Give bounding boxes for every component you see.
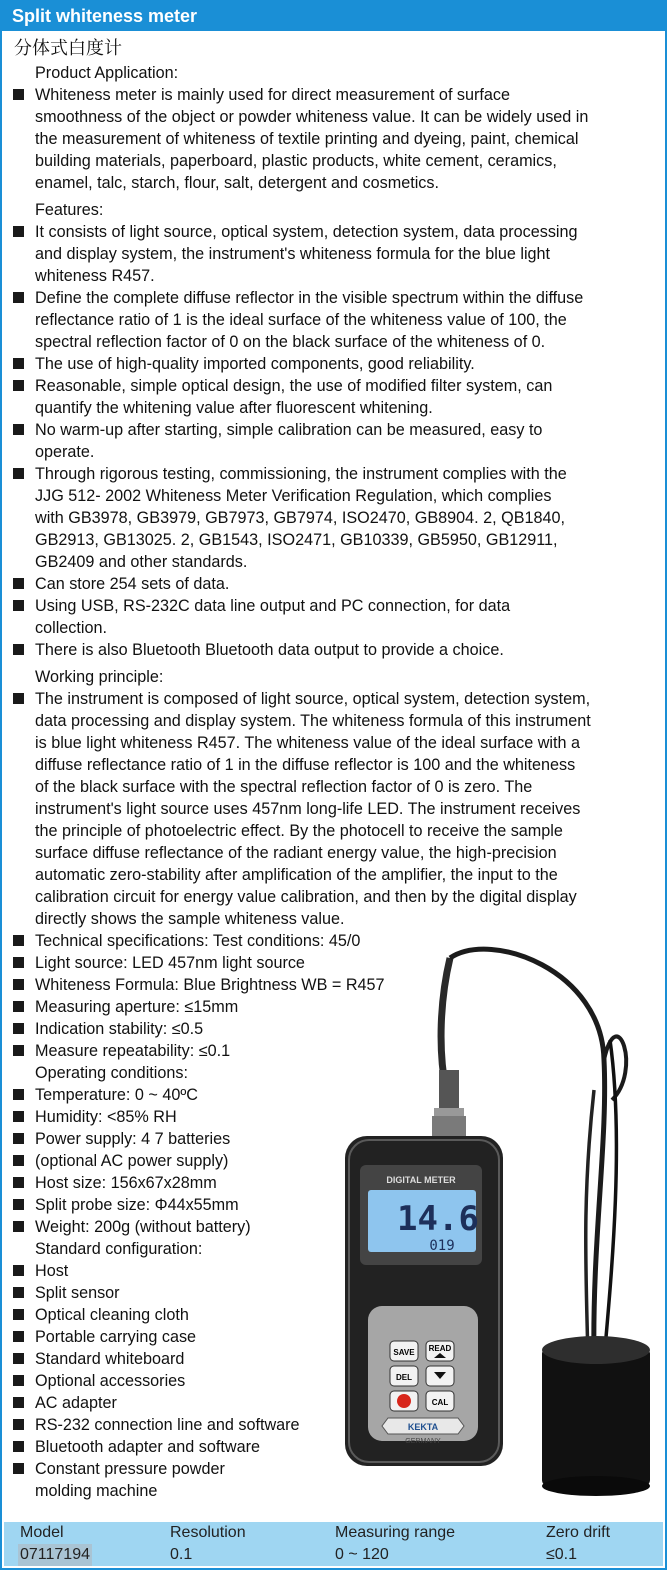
list-item-text: Optical cleaning cloth (35, 1306, 189, 1324)
device-sub-reading: 019 (429, 1238, 455, 1254)
bullet-square-icon (13, 1463, 24, 1474)
bullet-square-icon (13, 1023, 24, 1034)
list-item (12, 353, 660, 375)
bullet-square-icon (13, 1441, 24, 1452)
list-item-text: Constant pressure powder (35, 1460, 225, 1478)
list-item-text: Power supply: 4 7 batteries (35, 1130, 231, 1148)
table-header-model: Model (20, 1524, 64, 1541)
bullet-square-icon (13, 424, 24, 435)
list-item (12, 84, 660, 194)
list-item-text: data processing and display system. The whiteness formula of this instrument (35, 712, 591, 730)
device-button-read: READ (428, 1344, 452, 1353)
list-item-text: directly shows the sample whiteness value. (35, 910, 345, 928)
bullet-square-icon (13, 979, 24, 990)
list-item-text: Temperature: 0 ~ 40ºC (35, 1086, 198, 1104)
list-item-text: The instrument is composed of light source, optical system, detection system, (35, 690, 591, 708)
application-section (12, 62, 660, 194)
section-heading: Features: (35, 201, 104, 219)
list-item-text: No warm-up after starting, simple calibration can be measured, easy to (35, 421, 543, 439)
list-item-text: Indication stability: ≤0.5 (35, 1020, 204, 1038)
list-item-text: of the black surface with the spectral reflection factor of 0 is zero. The (35, 778, 533, 796)
device-button-del: DEL (396, 1373, 412, 1382)
bullet-square-icon (13, 468, 24, 479)
list-item-text: the measurement of whiteness of textile printing and dyeing, paint, chemical (35, 130, 579, 148)
spec-table (4, 1522, 663, 1566)
list-item-text: AC adapter (35, 1394, 117, 1412)
list-item-text: with GB3978, GB3979, GB7973, GB7974, ISO2470, GB8904. 2, QB1840, (35, 509, 566, 527)
section-heading: Standard configuration: (35, 1240, 203, 1258)
list-item-text: Weight: 200g (without battery) (35, 1218, 251, 1236)
device-button-save: SAVE (393, 1348, 415, 1357)
section-heading: Operating conditions: (35, 1064, 188, 1082)
bullet-square-icon (13, 600, 24, 611)
list-item-text: Technical specifications: Test conditions: 45/0 (35, 932, 361, 950)
list-item-text: Define the complete diffuse reflector in the visible spectrum within the diffuse (35, 289, 584, 307)
list-item-text: There is also Bluetooth Bluetooth data output to provide a choice. (35, 641, 504, 659)
bullet-square-icon (13, 1331, 24, 1342)
bullet-square-icon (13, 957, 24, 968)
chinese-title: 分体式白度计 (14, 38, 122, 59)
list-item-text: (optional AC power supply) (35, 1152, 229, 1170)
list-item (12, 419, 660, 463)
list-item-text: is blue light whiteness R457. The whiteness value of the ideal surface with a (35, 734, 580, 752)
bullet-square-icon (13, 644, 24, 655)
bullet-square-icon (13, 358, 24, 369)
list-item-text: quantify the whitening value after fluorescent whitening. (35, 399, 433, 417)
list-item-text: the principle of photoelectric effect. By the photocell to receive the sample (35, 822, 563, 840)
list-item-text: enamel, talc, starch, flour, salt, detergent and cosmetics. (35, 174, 439, 192)
list-item-text: Standard whiteboard (35, 1350, 185, 1368)
table-cell-range: 0 ~ 120 (335, 1546, 389, 1563)
list-item (12, 287, 660, 353)
table-cell-zero-drift: ≤0.1 (546, 1546, 578, 1563)
list-item-text: surface diffuse reflectance of the radiant energy value, the high-precision (35, 844, 557, 862)
list-item-text: RS-232 connection line and software (35, 1416, 300, 1434)
bullet-square-icon (13, 1089, 24, 1100)
bullet-square-icon (13, 1177, 24, 1188)
list-item-text: reflectance ratio of 1 is the ideal surface of the whiteness value of 100, the (35, 311, 567, 329)
section-heading: Working principle: (35, 668, 164, 686)
list-item (12, 221, 660, 287)
list-item-text: smoothness of the object or powder whiteness value. It can be widely used in (35, 108, 589, 126)
list-item-text: automatic zero-stability after amplification of the amplifier, the input to the (35, 866, 558, 884)
table-header-resolution: Resolution (170, 1524, 246, 1541)
bullet-square-icon (13, 1287, 24, 1298)
list-item (12, 375, 660, 419)
list-item-text: spectral reflection factor of 0 on the black surface of the whiteness of 0. (35, 333, 546, 351)
bullet-square-icon (13, 1001, 24, 1012)
bullet-square-icon (13, 1309, 24, 1320)
bullet-square-icon (13, 1375, 24, 1386)
list-item-text: Host size: 156x67x28mm (35, 1174, 217, 1192)
list-item-text: and display system, the instrument's whiteness formula for the blue light (35, 245, 551, 263)
list-item-text: It consists of light source, optical system, detection system, data processing (35, 223, 578, 241)
bullet-square-icon (13, 1133, 24, 1144)
table-cell-model: 07117194 (18, 1544, 92, 1566)
bullet-square-icon (13, 1045, 24, 1056)
device-reading: 14.6 (397, 1199, 479, 1239)
list-item-text: The use of high-quality imported components, good reliability. (35, 355, 475, 373)
bullet-square-icon (13, 1397, 24, 1408)
whiteness-meter-image (342, 940, 664, 1512)
bullet-square-icon (13, 935, 24, 946)
device-brand: KEKTA (407, 1422, 439, 1432)
list-item (12, 595, 660, 639)
page-title: Split whiteness meter (2, 2, 665, 31)
list-item-text: Whiteness Formula: Blue Brightness WB = R457 (35, 976, 385, 994)
bullet-square-icon (13, 693, 24, 704)
list-item-text: Split sensor (35, 1284, 120, 1302)
list-item-text: GB2409 and other standards. (35, 553, 248, 571)
bullet-square-icon (13, 89, 24, 100)
bullet-square-icon (13, 226, 24, 237)
list-item (12, 639, 660, 661)
list-item-text: building materials, paperboard, plastic products, white cement, ceramics, (35, 152, 557, 170)
list-item-text: Light source: LED 457nm light source (35, 954, 305, 972)
list-item-text: JJG 512- 2002 Whiteness Meter Verification Regulation, which complies (35, 487, 552, 505)
list-item-text: Host (35, 1262, 69, 1280)
bullet-square-icon (13, 1111, 24, 1122)
list-item-text: Measure repeatability: ≤0.1 (35, 1042, 231, 1060)
list-item (12, 688, 660, 930)
list-item-text: GB2913, GB13025. 2, GB1543, ISO2471, GB10339, GB5950, GB12911, (35, 531, 558, 549)
list-item-text: Portable carrying case (35, 1328, 197, 1346)
list-item-text: instrument's light source uses 457nm long-life LED. The instrument receives (35, 800, 581, 818)
bullet-square-icon (13, 1221, 24, 1232)
list-item-text: Bluetooth adapter and software (35, 1438, 260, 1456)
list-item-text: Using USB, RS-232C data line output and PC connection, for data (35, 597, 511, 615)
list-item-text: Whiteness meter is mainly used for direct measurement of surface (35, 86, 511, 104)
device-panel-label: DIGITAL METER (386, 1175, 456, 1185)
list-item (12, 573, 660, 595)
section-heading: Product Application: (35, 64, 179, 82)
list-item-text: Reasonable, simple optical design, the use of modified filter system, can (35, 377, 553, 395)
list-item-text: Humidity: <85% RH (35, 1108, 177, 1126)
table-header-zero-drift: Zero drift (546, 1524, 611, 1541)
bullet-square-icon (13, 380, 24, 391)
table-header-range: Measuring range (335, 1524, 456, 1541)
bullet-square-icon (13, 1199, 24, 1210)
bullet-square-icon (13, 1419, 24, 1430)
list-item-text: Measuring aperture: ≤15mm (35, 998, 239, 1016)
features-section (12, 199, 660, 661)
table-row (4, 1544, 663, 1566)
list-item-text: Through rigorous testing, commissioning, the instrument complies with the (35, 465, 567, 483)
list-item-text: molding machine (35, 1482, 158, 1500)
bullet-square-icon (13, 1155, 24, 1166)
list-item-text: Can store 254 sets of data. (35, 575, 230, 593)
list-item-text: Split probe size: Φ44x55mm (35, 1196, 239, 1214)
table-cell-resolution: 0.1 (170, 1546, 193, 1563)
list-item-text: diffuse reflectance ratio of 1 in the diffuse reflector is 100 and the whiteness (35, 756, 576, 774)
list-item-text: Optional accessories (35, 1372, 186, 1390)
table-header-row (4, 1522, 663, 1544)
list-item-text: collection. (35, 619, 107, 637)
list-item-text: whiteness R457. (35, 267, 155, 285)
list-item-text: calibration circuit for energy value calibration, and then by the digital display (35, 888, 577, 906)
device-button-cal: CAL (431, 1398, 449, 1407)
bullet-square-icon (13, 1265, 24, 1276)
bullet-square-icon (13, 578, 24, 589)
list-item-text: operate. (35, 443, 95, 461)
device-brand-sub: GERMANY (405, 1438, 441, 1445)
bullet-square-icon (13, 1353, 24, 1364)
bullet-square-icon (13, 292, 24, 303)
list-item (12, 463, 660, 573)
